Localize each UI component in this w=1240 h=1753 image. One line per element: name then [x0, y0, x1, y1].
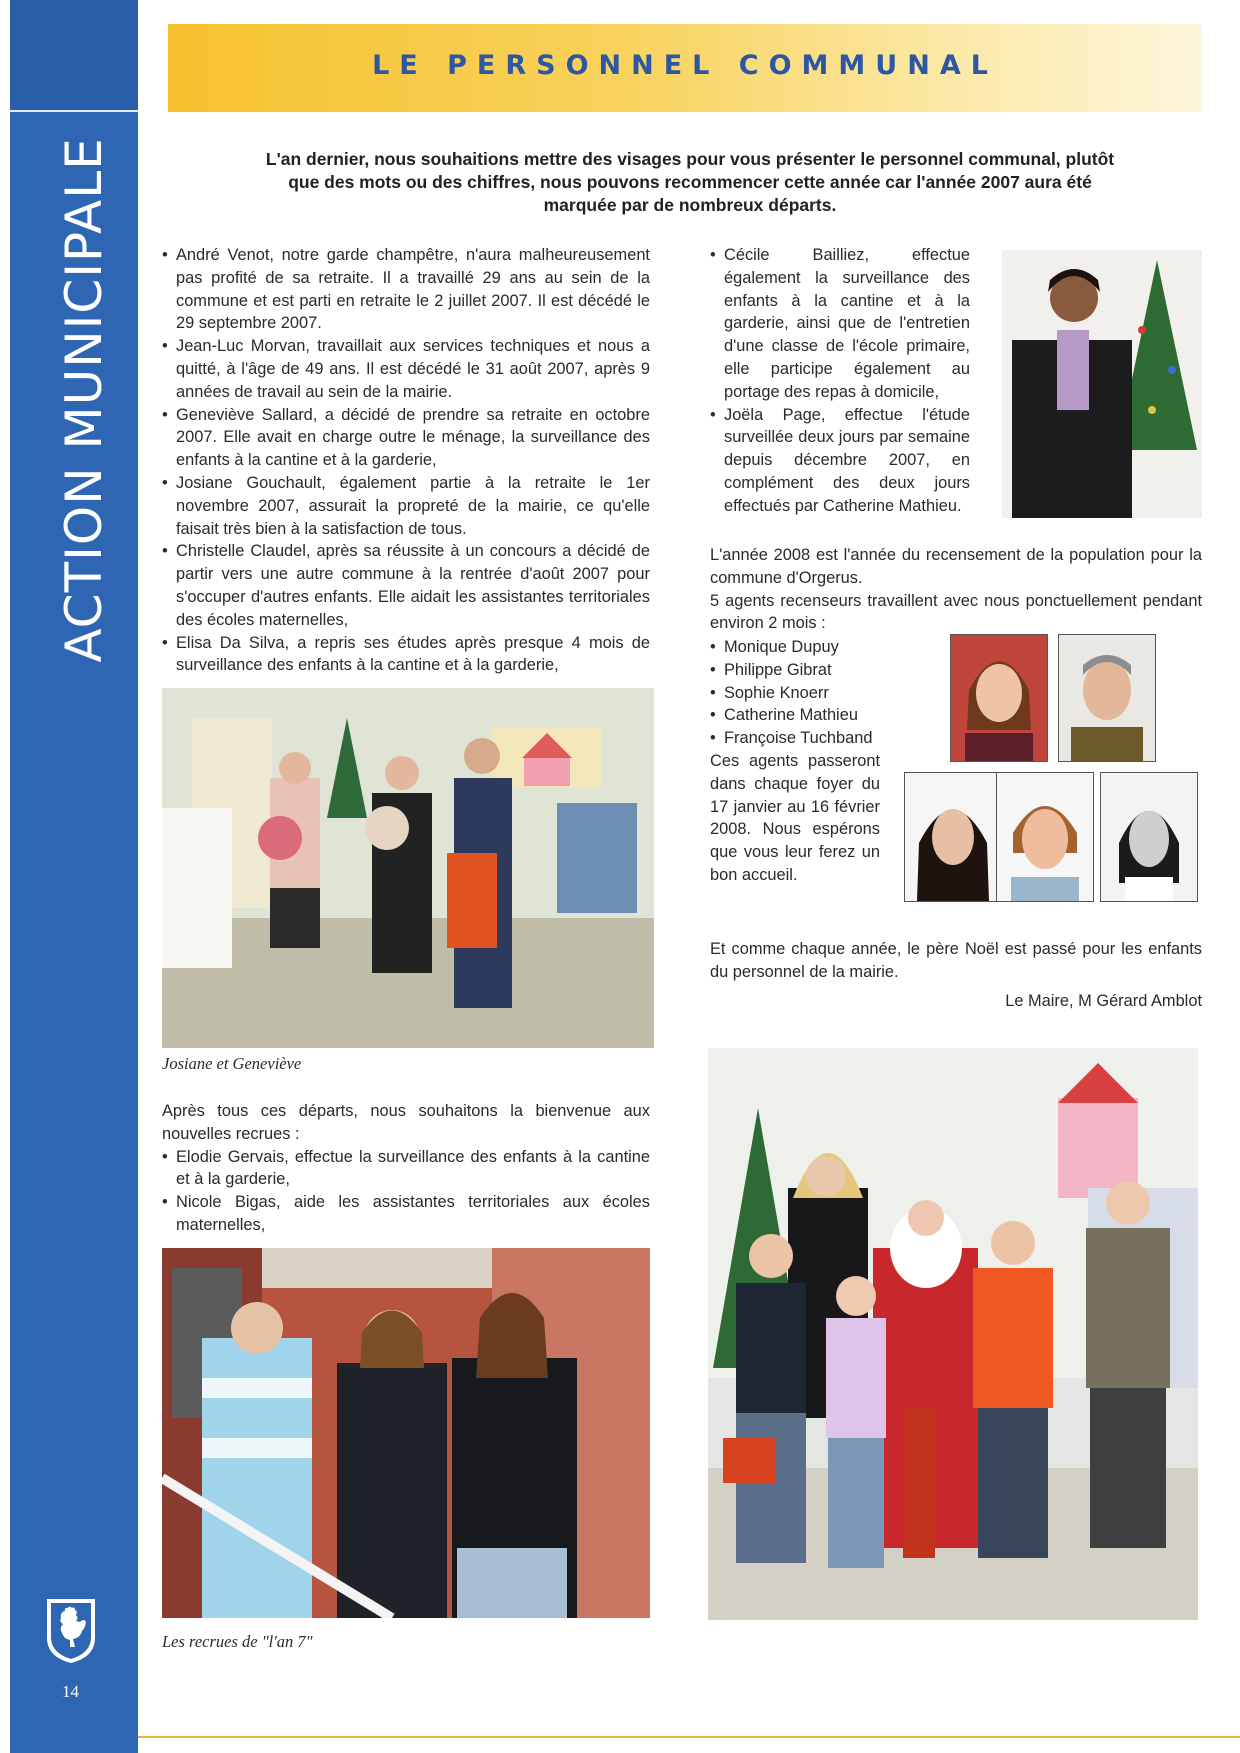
list-item: • Elodie Gervais, effectue la surveillance des enfants à la cantine et à la garderie, — [162, 1146, 650, 1192]
page-number: 14 — [62, 1682, 79, 1701]
agent-portrait — [1058, 634, 1156, 762]
sidebar — [10, 0, 138, 1753]
list-item: • Philippe Gibrat — [710, 659, 880, 682]
welcome-intro: Après tous ces départs, nous souhaitons la bienvenue aux nouvelles recrues : — [162, 1102, 650, 1143]
agent-portrait — [1100, 772, 1198, 902]
departures-column — [162, 244, 650, 677]
photo-santa — [708, 1048, 1198, 1620]
sidebar-divider — [10, 110, 138, 112]
recruits-list — [162, 1146, 650, 1237]
photo-retirees — [162, 688, 654, 1048]
list-item: • Christelle Claudel, après sa réussite à un concours a décidé de partir vers une autre commune à la rentrée d'août 2007 pour s'occuper d'autres enfants. Elle aidait les assistantes territoriales des écoles maternelles, — [162, 540, 650, 631]
page-title: LE PERSONNEL COMMUNAL — [372, 50, 998, 81]
list-item: • Sophie Knoerr — [710, 682, 880, 705]
list-item: • Cécile Bailliez, effectue également la surveillance des enfants à la cantine et à la garderie, ainsi que de l'entretien d'une classe de l'école primaire, elle participe également au portage des repas à domicile, — [710, 244, 970, 404]
header-band — [168, 24, 1202, 112]
census-closing: Ces agents passeront dans chaque foyer du 17 janvier au 16 février 2008. Nous espérons que vous leur ferez un bon accueil. — [710, 751, 880, 884]
right-column-top — [710, 244, 970, 518]
list-item: • Françoise Tuchband — [710, 727, 880, 750]
departures-list — [162, 244, 650, 677]
agents-list — [710, 636, 880, 750]
list-item: • Jean-Luc Morvan, travaillait aux services techniques et nous a quitté, à l'âge de 49 ans. Il est décédé le 31 août 2007, après 9 années de travail au sein de la mairie. — [162, 335, 650, 403]
list-item: • Monique Dupuy — [710, 636, 880, 659]
signature: Le Maire, M Gérard Amblot — [1005, 991, 1202, 1010]
photo-caption: Les recrues de "l'an 7" — [162, 1632, 313, 1651]
sidebar-top-strip — [10, 0, 138, 110]
rooster-icon — [46, 1598, 96, 1664]
intro-paragraph: L'an dernier, nous souhaitions mettre des visages pour vous présenter le personnel communal, plutôt que des mots ou des chiffres, nous pouvons recommencer cette année car l'année 2007 aura été marquée par de nombreux départs. — [265, 149, 1115, 215]
list-item: • Joëla Page, effectue l'étude surveillée deux jours par semaine depuis décembre 2007, en complément des deux jours effectués par Catherine Mathieu. — [710, 404, 970, 518]
list-item: • André Venot, notre garde champêtre, n'aura malheureusement pas profité de sa retraite. Il a travaillé 29 ans au sein de la commune et est parti en retraite le 2 juillet 2007. Il est décédé le 29 septembre 2007. — [162, 244, 650, 335]
census-column — [710, 544, 1202, 635]
santa-column — [710, 938, 1202, 1012]
footer-rule — [138, 1736, 1240, 1738]
santa-paragraph: Et comme chaque année, le père Noël est passé pour les enfants du personnel de la mairie. — [710, 940, 1202, 981]
photo-cecile — [1002, 250, 1202, 518]
census-agents-column — [710, 636, 880, 887]
recruits-column — [162, 1100, 650, 1237]
list-item: • Nicole Bigas, aide les assistantes territoriales aux écoles maternelles, — [162, 1191, 650, 1237]
section-title: ACTION MUNICIPALE — [55, 137, 113, 663]
photo-recruits — [162, 1248, 650, 1618]
list-item: • Elisa Da Silva, a repris ses études après presque 4 mois de surveillance des enfants à la cantine et à la garderie, — [162, 632, 650, 678]
list-item: • Catherine Mathieu — [710, 704, 880, 727]
list-item: • Geneviève Sallard, a décidé de prendre sa retraite en octobre 2007. Elle avait en charge outre le ménage, la surveillance des enfants à la cantine et à la garderie, — [162, 404, 650, 472]
list-item: • Josiane Gouchault, également partie à la retraite le 1er novembre 2007, assurait la propreté de la mairie, ce qu'elle faisait très bien à la satisfaction de tous. — [162, 472, 650, 540]
census-paragraph: 5 agents recenseurs travaillent avec nous ponctuellement pendant environ 2 mois : — [710, 591, 1202, 633]
photo-caption: Josiane et Geneviève — [162, 1054, 302, 1073]
agent-portrait — [996, 772, 1094, 902]
agent-portrait — [904, 772, 1002, 902]
census-paragraph: L'année 2008 est l'année du recensement de la population pour la commune d'Orgerus. — [710, 546, 1202, 587]
agent-portrait — [950, 634, 1048, 762]
staff-list — [710, 244, 970, 518]
